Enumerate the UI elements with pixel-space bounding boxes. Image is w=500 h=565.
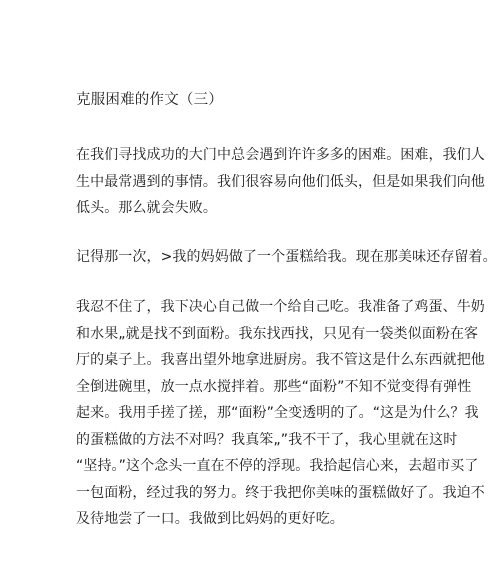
paragraph-line: “坚持。”这个念头一直在不停的浮现。我拾起信心来，去超市买了: [76, 458, 479, 474]
essay-title: 克服困难的作文（三）: [76, 92, 223, 108]
paragraph-line: 低头。那么就会失败。: [76, 200, 217, 216]
paragraph-2: [76, 244, 497, 271]
paragraph-line: 厅的桌子上。我喜出望外地拿进厨房。我不管这是什么东西就把他: [76, 352, 485, 368]
paragraph-line: 和水果„就是找不到面粉。我东找西找，只见有一袋类似面粉在客: [76, 325, 479, 342]
paragraph-line: 我忍不住了，我下决心自己做一个给自己吃。我准备了鸡蛋、牛奶: [76, 299, 485, 315]
paragraph-line: 及待地尝了一口。我做到比妈妈的更好吃。: [76, 511, 344, 527]
paragraph-line: 记得那一次，>我的妈妈做了一个蛋糕给我。现在那美味还存留着。: [76, 249, 497, 265]
paragraph-line: 全倒进碗里，放一点水搅拌着。那些“面粉”不知不觉变得有弹性: [76, 378, 472, 395]
paragraph-3: [76, 294, 485, 533]
paragraph-line: 的蛋糕做的方法不对吗？我真笨„”我不干了，我心里就在这时: [76, 431, 458, 448]
paragraph-line: 起来。我用手搓了搓，那“面粉”全变透明的了。“这是为什么？我: [76, 405, 479, 421]
paragraph-line: 一包面粉，经过我的努力。终于我把你美味的蛋糕做好了。我迫不: [76, 484, 485, 501]
paragraph-line: 生中最常遇到的事情。我们很容易向他们低头，但是如果我们向他: [76, 173, 485, 190]
paragraph-1: [76, 142, 485, 222]
paragraph-line: 在我们寻找成功的大门中总会遇到许许多多的困难。困难，我们人: [76, 147, 485, 163]
